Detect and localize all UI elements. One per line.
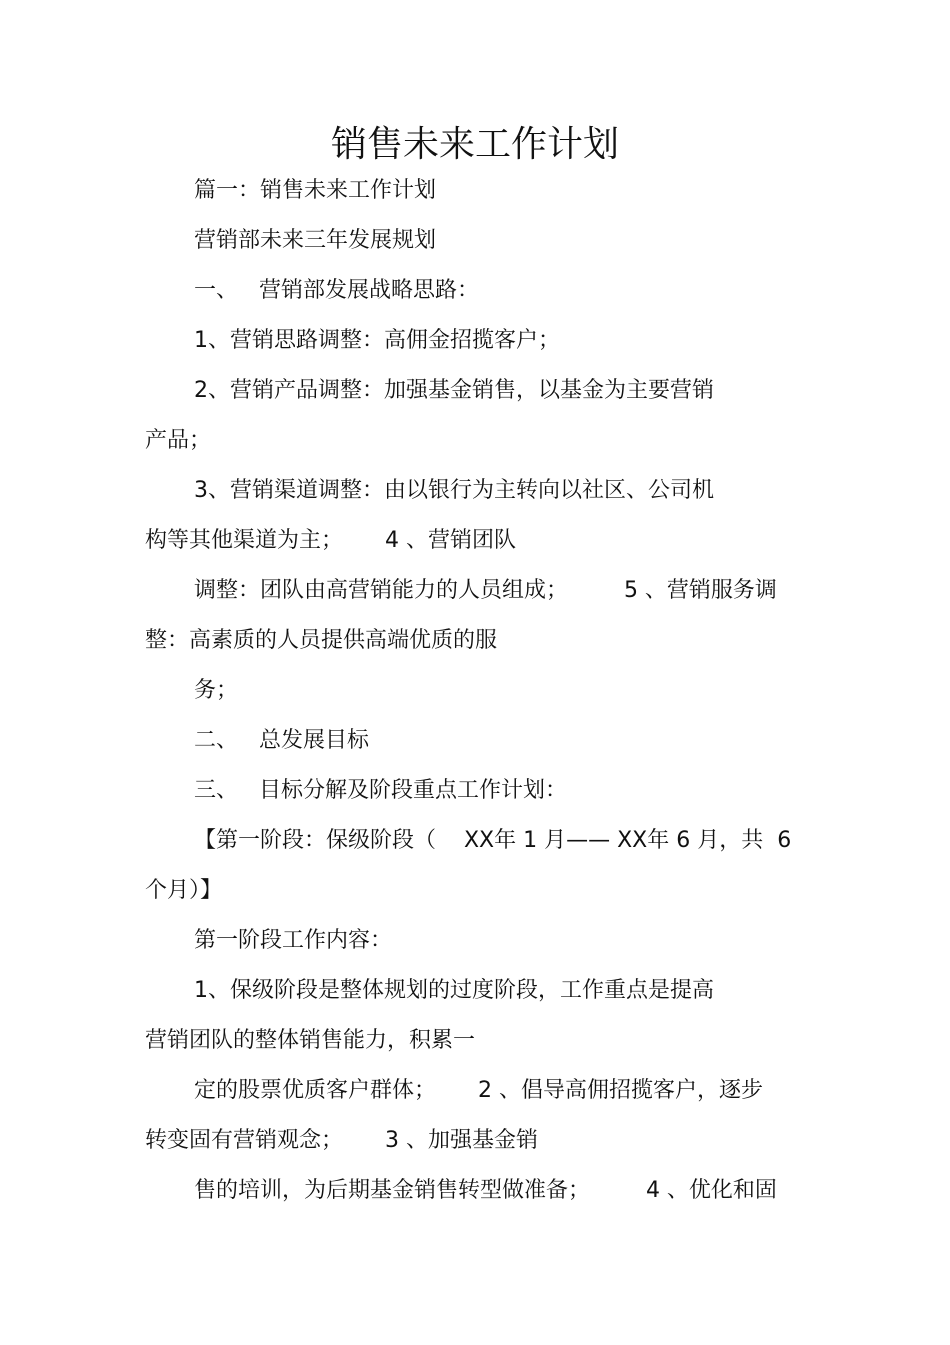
paragraph-line: 产品；	[145, 428, 212, 453]
paragraph-line: 营销团队的整体销售能力，积累一	[145, 1028, 476, 1053]
paragraph-line: 构等其他渠道为主； 4 、营销团队	[145, 528, 516, 553]
paragraph-line: 定的股票优质客户群体； 2 、倡导高佣招揽客户，逐步	[194, 1078, 763, 1103]
paragraph-line: 个月）】	[145, 878, 223, 903]
paragraph-line: 1、营销思路调整：高佣金招揽客户；	[194, 328, 560, 353]
paragraph-line: 二、 总发展目标	[194, 728, 369, 753]
paragraph-line: 第一阶段工作内容：	[194, 928, 393, 953]
paragraph-line: 售的培训，为后期基金销售转型做准备； 4 、优化和固	[194, 1178, 777, 1203]
paragraph-line: 2、营销产品调整：加强基金销售，以基金为主要营销	[194, 378, 714, 403]
paragraph-line: 调整：团队由高营销能力的人员组成； 5 、营销服务调	[194, 578, 777, 603]
paragraph-line: 3、营销渠道调整：由以银行为主转向以社区、公司机	[194, 478, 714, 503]
paragraph-line: 1、保级阶段是整体规划的过度阶段，工作重点是提高	[194, 978, 714, 1003]
paragraph-line: 整：高素质的人员提供高端优质的服	[145, 628, 498, 653]
paragraph-line: 篇一：销售未来工作计划	[194, 178, 437, 203]
paragraph-line: 营销部未来三年发展规划	[194, 228, 437, 253]
document-title: 销售未来工作计划	[330, 124, 619, 165]
paragraph-line: 【第一阶段：保级阶段（ XX年 1 月—— XX年 6 月，共 6	[194, 828, 792, 853]
paragraph-line: 转变固有营销观念； 3 、加强基金销	[145, 1128, 538, 1153]
paragraph-line: 三、 目标分解及阶段重点工作计划：	[194, 778, 567, 803]
paragraph-line: 一、 营销部发展战略思路：	[194, 278, 479, 303]
paragraph-line: 务；	[194, 678, 239, 703]
